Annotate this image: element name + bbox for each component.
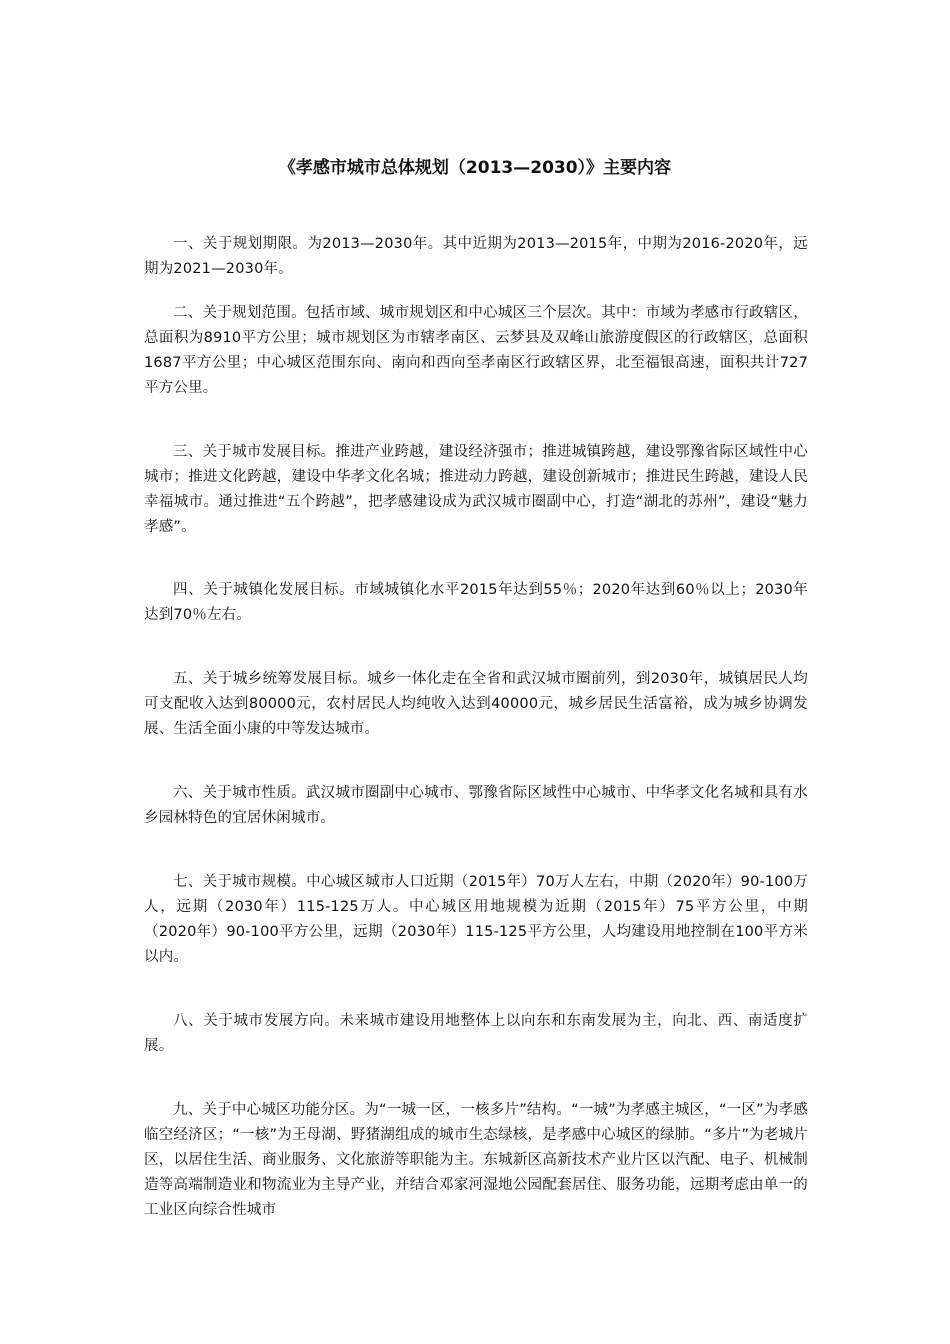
paragraph-city-scale: 七、关于城市规模。中心城区城市人口近期（2015年）70万人左右，中期（2020年）90-100万人，远期（2030年）115-125万人。中心城区用地规模为近期（2015年）75平方公里，中期（2020年）90-100平方公里，远期（2030年）115-125平方公里，人均建设用地控制在100平方米以内。 <box>144 874 808 965</box>
paragraph-planning-scope: 二、关于规划范围。包括市域、城市规划区和中心城区三个层次。其中：市域为孝感市行政辖区，总面积为8910平方公里；城市规划区为市辖孝南区、云梦县及双峰山旅游度假区的行政辖区，总面积1687平方公里；中心城区范围东向、南向和西向至孝南区行政辖区界，北至福银高速，面积共计727平方公里。 <box>144 305 808 396</box>
paragraph-city-nature: 六、关于城市性质。武汉城市圈副中心城市、鄂豫省际区域性中心城市、中华孝文化名城和具有水乡园林特色的宜居休闲城市。 <box>144 785 808 826</box>
paragraph-development-goals: 三、关于城市发展目标。推进产业跨越，建设经济强市；推进城镇跨越，建设鄂豫省际区域性中心城市；推进文化跨越，建设中华孝文化名城；推进动力跨越，建设创新城市；推进民生跨越，建设人民幸福城市。通过推进“五个跨越”，把孝感建设成为武汉城市圈副中心，打造“湖北的苏州”，建设“魅力孝感”。 <box>144 444 808 535</box>
paragraph-development-direction: 八、关于城市发展方向。未来城市建设用地整体上以向东和东南发展为主，向北、西、南适度扩展。 <box>144 1013 808 1054</box>
paragraph-planning-period: 一、关于规划期限。为2013—2030年。其中近期为2013—2015年，中期为2016-2020年，远期为2021—2030年。 <box>144 236 808 277</box>
paragraph-functional-zoning: 九、关于中心城区功能分区。为“一城一区，一核多片”结构。“一城”为孝感主城区，“一区”为孝感临空经济区；“一核”为王母湖、野猪湖组成的城市生态绿核，是孝感中心城区的绿肺。“多片”为老城片区，以居住生活、商业服务、文化旅游等职能为主。东城新区高新技术产业片区以汽配、电子、机械制造等高端制造业和物流业为主导产业，并结合邓家河湿地公园配套居住、服务功能，远期考虑由单一的工业区向综合性城市 <box>144 1102 808 1218</box>
paragraph-urbanization-goals: 四、关于城镇化发展目标。市域城镇化水平2015年达到55％；2020年达到60％以上；2030年达到70％左右。 <box>144 582 808 623</box>
paragraph-urban-rural-goals: 五、关于城乡统筹发展目标。城乡一体化走在全省和武汉城市圈前列，到2030年，城镇居民人均可支配收入达到80000元，农村居民人均纯收入达到40000元，城乡居民生活富裕，成为城乡协调发展、生活全面小康的中等发达城市。 <box>144 671 808 737</box>
document-title: 《孝感市城市总体规划（2013—2030）》主要内容 <box>278 158 672 178</box>
